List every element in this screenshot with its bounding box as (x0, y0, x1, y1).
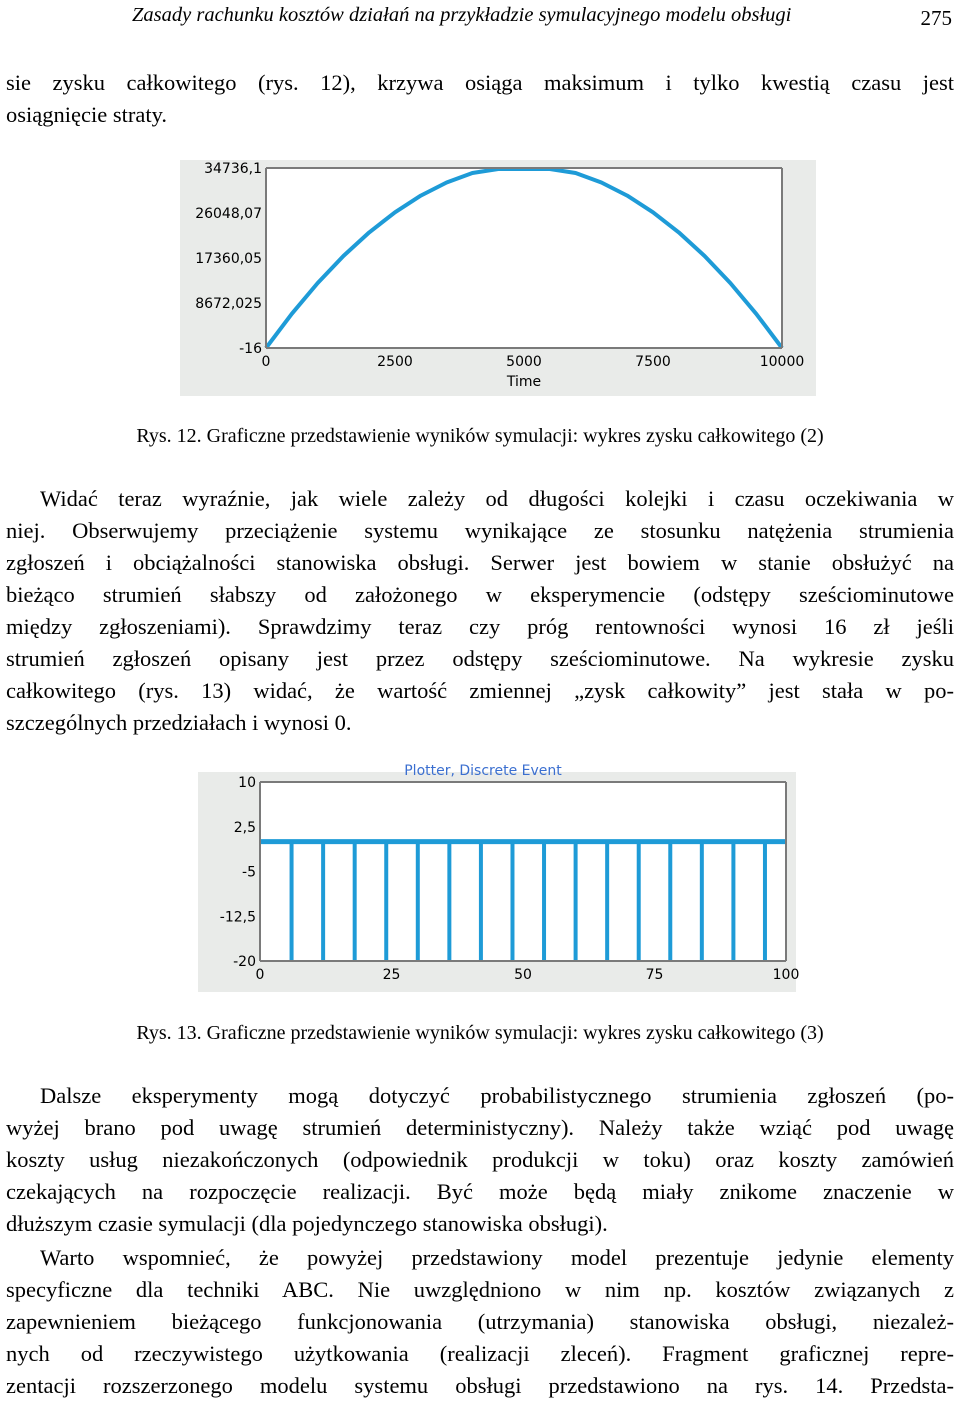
y-tick-label: 2,5 (233, 819, 256, 836)
text-line: Widać teraz wyraźnie, jak wiele zależy od długości kolejki i czasu oczekiwania w (40, 486, 954, 511)
y-tick-label: 10 (238, 775, 256, 791)
paragraph-intro (6, 67, 954, 131)
x-tick-label: 7500 (635, 354, 671, 370)
y-tick-label: -12,5 (219, 909, 256, 926)
text-line: niej. Obserwujemy przeciążenie systemu wynikające ze stosunku natężenia strumienia (6, 518, 954, 543)
text-line: osiągnięcie straty. (6, 102, 167, 127)
x-tick-label: 2500 (377, 354, 413, 370)
text-line: dłuższym czasie symulacji (dla pojedynczego stanowiska obsługi). (6, 1211, 608, 1236)
figure-13-chart (198, 763, 800, 992)
y-tick-label: 26048,07 (195, 206, 262, 222)
figure-12-caption: Rys. 12. Graficzne przedstawienie wyników symulacji: wykres zysku całkowitego (2) (136, 425, 824, 447)
x-tick-label: 50 (514, 967, 532, 983)
y-tick-label: -16 (239, 341, 262, 357)
y-tick-label: 8672,025 (195, 296, 262, 312)
x-tick-label: 25 (382, 967, 401, 983)
running-title: Zasady rachunku kosztów działań na przykładzie symulacyjnego modelu obsługi (132, 4, 792, 26)
paragraph-model-scope (6, 1242, 954, 1402)
paragraph-analysis (6, 483, 954, 739)
y-tick-label: 17360,05 (195, 251, 262, 267)
x-tick-label: 5000 (506, 354, 542, 370)
y-tick-label: -20 (233, 954, 256, 970)
page-header (0, 2, 960, 32)
text-line: specyficzne dla techniki ABC. Nie uwzględniono w nim np. kosztów związanych z (6, 1277, 954, 1302)
text-line: nych od rzeczywistego użytkowania (realizacji zleceń). Fragment graficznej repre- (6, 1341, 954, 1366)
x-tick-label: 0 (261, 354, 271, 370)
text-line: zgłoszeń i obciążalności stanowiska obsługi. Serwer jest bowiem w stanie obsłużyć na (6, 550, 954, 575)
text-line: czekających na rozpoczęcie realizacji. Być może będą miały znikome znaczenie w (6, 1179, 954, 1204)
x-tick-label: 10000 (759, 354, 805, 370)
y-tick-label: 34736,1 (204, 161, 262, 177)
text-line: zapewnieniem bieżącego funkcjonowania (utrzymania) stanowiska obsługi, niezależ- (6, 1309, 954, 1334)
y-tick-label: -5 (242, 864, 256, 881)
text-line: Dalsze eksperymenty mogą dotyczyć probabilistycznego strumienia zgłoszeń (po- (40, 1083, 954, 1108)
profit-curve-chart (180, 160, 816, 396)
text-line: bieżąco strumień słabszy od założonego w eksperymencie (odstępy sześciominutowe (6, 582, 954, 607)
x-axis-label: Time (506, 374, 542, 390)
text-line: całkowitego (rys. 13) widać, że wartość zmiennej „zysk całkowity” jest stała w po- (6, 678, 954, 703)
chart-title: Plotter, Discrete Event (404, 763, 562, 779)
text-line: sie zysku całkowitego (rys. 12), krzywa osiąga maksimum i tylko kwestią czasu jest (6, 70, 954, 95)
figure-13-caption: Rys. 13. Graficzne przedstawienie wyników symulacji: wykres zysku całkowitego (3) (136, 1022, 824, 1044)
page-number: 275 (920, 6, 952, 30)
text-line: między zgłoszeniami). Sprawdzimy teraz czy próg rentowności wynosi 16 zł jeśli (6, 614, 954, 639)
text-line: koszty usług niezakończonych (odpowiednik produkcji w toku) oraz koszty zamówień (6, 1147, 954, 1172)
text-line: Warto wspomnieć, że powyżej przedstawiony model prezentuje jedynie elementy (40, 1245, 954, 1270)
paragraph-further-experiments (6, 1080, 954, 1240)
text-line: szczególnych przedziałach i wynosi 0. (6, 710, 352, 735)
discrete-profit-chart (198, 763, 800, 992)
plot-area (260, 782, 786, 961)
text-line: strumień zgłoszeń opisany jest przez odstępy sześciominutowe. Na wykresie zysku (6, 646, 954, 671)
x-tick-label: 0 (255, 967, 265, 983)
x-tick-label: 100 (772, 967, 800, 983)
text-line: zentacji rozszerzonego modelu systemu obsługi przedstawiono na rys. 14. Przedsta- (6, 1373, 954, 1398)
text-line: wyżej brano pod uwagę strumień deterministyczny). Należy także wziąć pod uwagę (6, 1115, 954, 1140)
figure-12-chart (180, 160, 816, 396)
x-tick-label: 75 (645, 967, 664, 983)
